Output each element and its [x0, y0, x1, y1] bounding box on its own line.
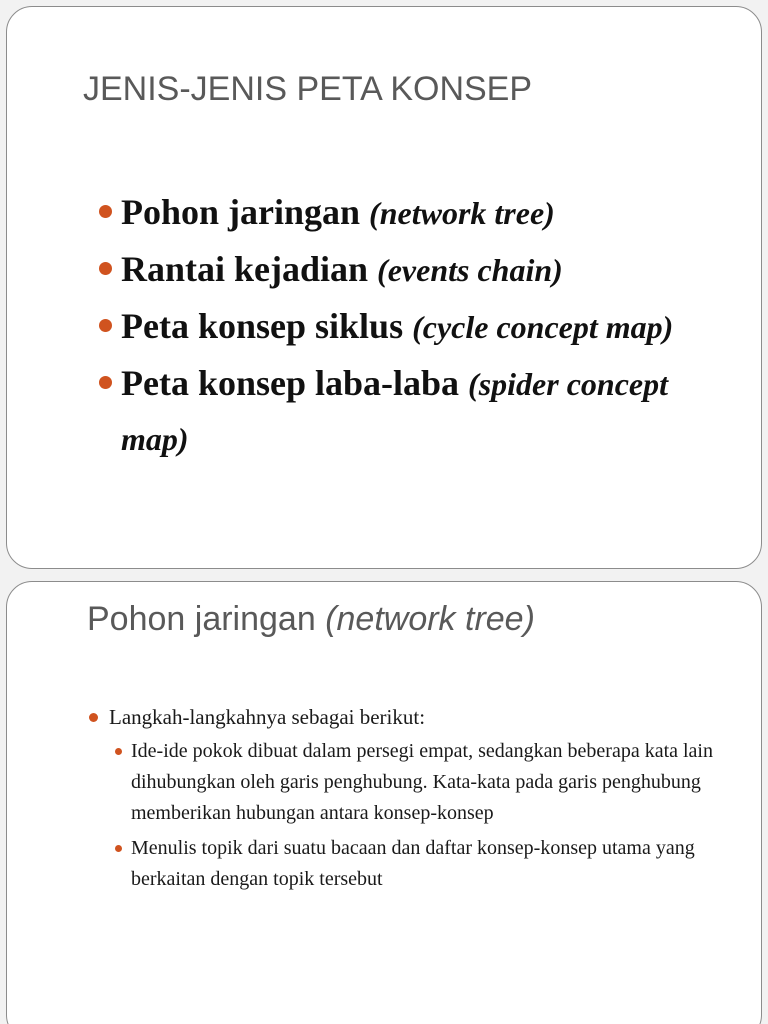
slide-2-title — [87, 600, 535, 639]
bullet-icon — [99, 319, 112, 332]
list-item-italic: (events chain) — [377, 252, 563, 288]
list-item-text: Peta konsep siklus — [121, 306, 413, 346]
steps-intro-item — [89, 702, 729, 895]
step-text: Menulis topik dari suatu bacaan dan daftar konsep-konsep utama yang berkaitan dengan topik tersebut — [131, 837, 695, 890]
steps-intro-text: Langkah-langkahnya sebagai berikut: — [109, 705, 426, 729]
list-item-italic: (network tree) — [369, 195, 555, 231]
bullet-icon — [89, 713, 98, 722]
slide-2 — [6, 581, 762, 1024]
step-item — [109, 833, 729, 895]
list-item-network-tree — [99, 185, 719, 240]
slide-1 — [6, 6, 762, 569]
list-item-text: Peta konsep laba-laba — [121, 363, 469, 403]
steps-sublist — [109, 736, 729, 895]
list-item-text: Pohon jaringan — [121, 192, 370, 232]
bullet-icon — [99, 205, 112, 218]
steps-list — [89, 702, 729, 899]
list-item-spider-concept-map — [99, 356, 719, 466]
list-item-events-chain — [99, 242, 719, 297]
list-item-cycle-concept-map — [99, 299, 719, 354]
slide-1-title: JENIS-JENIS PETA KONSEP — [83, 70, 533, 108]
concept-map-types-list — [99, 185, 719, 468]
slide-2-title-main: Pohon jaringan — [87, 600, 326, 638]
list-item-text: Rantai kejadian — [121, 249, 378, 289]
step-text: Ide-ide pokok dibuat dalam persegi empat, sedangkan beberapa kata lain dihubungkan oleh garis penghubung. Kata-kata pada garis penghubung memberikan hubungan antara konsep-konsep — [131, 740, 713, 824]
list-item-italic: (cycle concept map) — [412, 309, 674, 345]
list-item-italic: (spider concept map) — [121, 366, 668, 457]
bullet-icon — [115, 748, 122, 755]
bullet-icon — [99, 376, 112, 389]
bullet-icon — [99, 262, 112, 275]
step-item — [109, 736, 729, 829]
bullet-icon — [115, 845, 122, 852]
slide-2-title-italic: (network tree) — [325, 600, 535, 638]
